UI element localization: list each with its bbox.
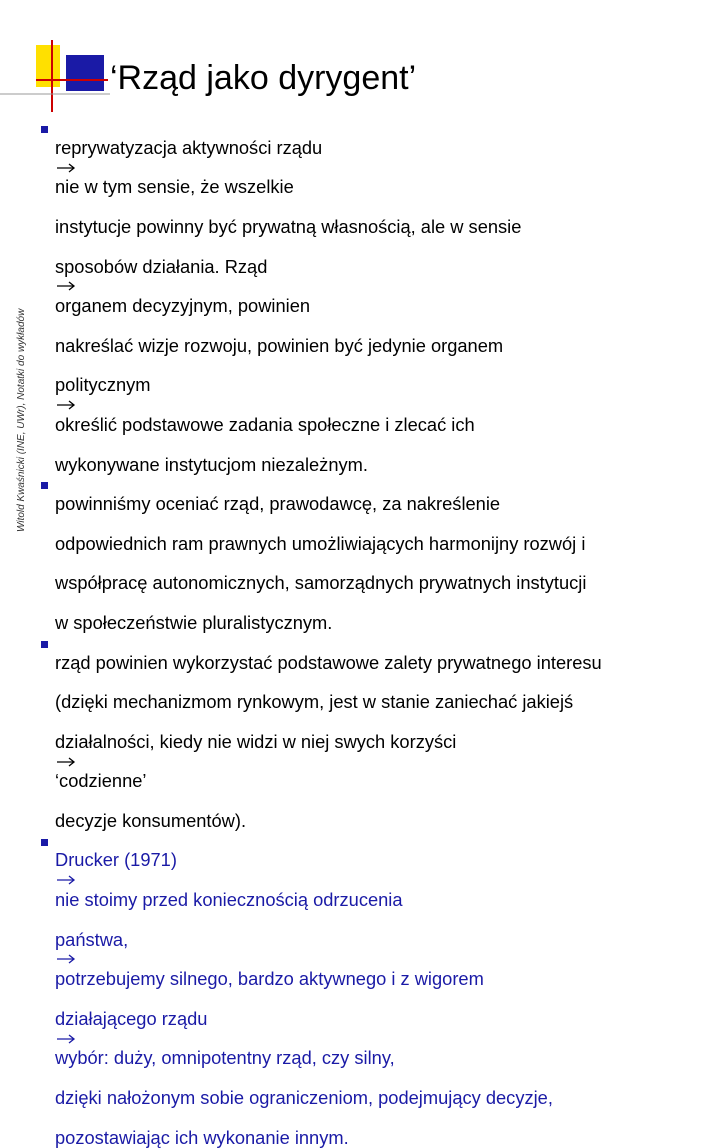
bullet-line: działającego rządu bbox=[55, 1007, 208, 1029]
arrow-right-icon bbox=[56, 757, 76, 767]
bullet-line: Drucker (1971) bbox=[55, 849, 177, 871]
bullet-line: potrzebujemy silnego, bardzo aktywnego i z wigorem bbox=[55, 968, 484, 990]
bullet-item bbox=[45, 633, 715, 831]
bullet-line: (dzięki mechanizmom rynkowym, jest w stanie zaniechać jakiejś bbox=[55, 691, 574, 713]
bullet-line: w społeczeństwie pluralistycznym. bbox=[55, 611, 333, 633]
square-bullet-icon bbox=[41, 482, 48, 489]
side-caption: Witold Kwaśnicki (INE, UWr), Notatki do wykładów bbox=[16, 308, 27, 532]
bullet-line: wykonywane instytucjom niezależnym. bbox=[55, 453, 368, 475]
arrow-right-icon bbox=[56, 281, 76, 291]
arrow-right-icon bbox=[56, 400, 76, 410]
logo-blue-square bbox=[66, 55, 104, 91]
bullet-item bbox=[45, 831, 715, 1148]
bullet-line: instytucje powinny być prywatną własnością, ale w sensie bbox=[55, 215, 522, 237]
bullet-line: reprywatyzacja aktywności rządu bbox=[55, 136, 323, 158]
bullet-line: wybór: duży, omnipotentny rząd, czy silny, bbox=[55, 1047, 395, 1069]
slide-title: ‘Rząd jako dyrygent’ bbox=[110, 59, 417, 97]
bullet-line: rząd powinien wykorzystać podstawowe zalety prywatnego interesu bbox=[55, 651, 602, 673]
bullet-line: organem decyzyjnym, powinien bbox=[55, 295, 311, 317]
arrow-right-icon bbox=[56, 954, 76, 964]
bullet-item bbox=[45, 474, 715, 632]
bullet-line: decyzje konsumentów). bbox=[55, 809, 247, 831]
bullet-line: politycznym bbox=[55, 374, 151, 396]
bullet-line: pozostawiając ich wykonanie innym. bbox=[55, 1126, 349, 1148]
bullet-line: nie stoimy przed koniecznością odrzucenia bbox=[55, 889, 403, 911]
arrow-right-icon bbox=[56, 1034, 76, 1044]
bullet-line: działalności, kiedy nie widzi w niej swych korzyści bbox=[55, 730, 457, 752]
square-bullet-icon bbox=[41, 641, 48, 648]
bullet-line: odpowiednich ram prawnych umożliwiających harmonijny rozwój i bbox=[55, 532, 586, 554]
slide-logo bbox=[0, 0, 110, 115]
bullet-line: ‘codzienne’ bbox=[55, 770, 147, 792]
bullet-item bbox=[45, 118, 715, 474]
bullet-line: nie w tym sensie, że wszelkie bbox=[55, 176, 294, 198]
bullet-line: powinniśmy oceniać rząd, prawodawcę, za nakreślenie bbox=[55, 493, 501, 515]
bullet-line: współpracę autonomicznych, samorządnych prywatnych instytucji bbox=[55, 572, 587, 594]
arrow-right-icon bbox=[56, 163, 76, 173]
bullet-line: państwa, bbox=[55, 928, 129, 950]
bullet-line: sposobów działania. Rząd bbox=[55, 255, 268, 277]
bullet-list bbox=[45, 118, 715, 1147]
square-bullet-icon bbox=[41, 126, 48, 133]
arrow-right-icon bbox=[56, 875, 76, 885]
square-bullet-icon bbox=[41, 839, 48, 846]
bullet-line: dzięki nałożonym sobie ograniczeniom, podejmujący decyzje, bbox=[55, 1087, 553, 1109]
bullet-line: nakreślać wizje rozwoju, powinien być jedynie organem bbox=[55, 334, 504, 356]
bullet-line: określić podstawowe zadania społeczne i zlecać ich bbox=[55, 413, 475, 435]
